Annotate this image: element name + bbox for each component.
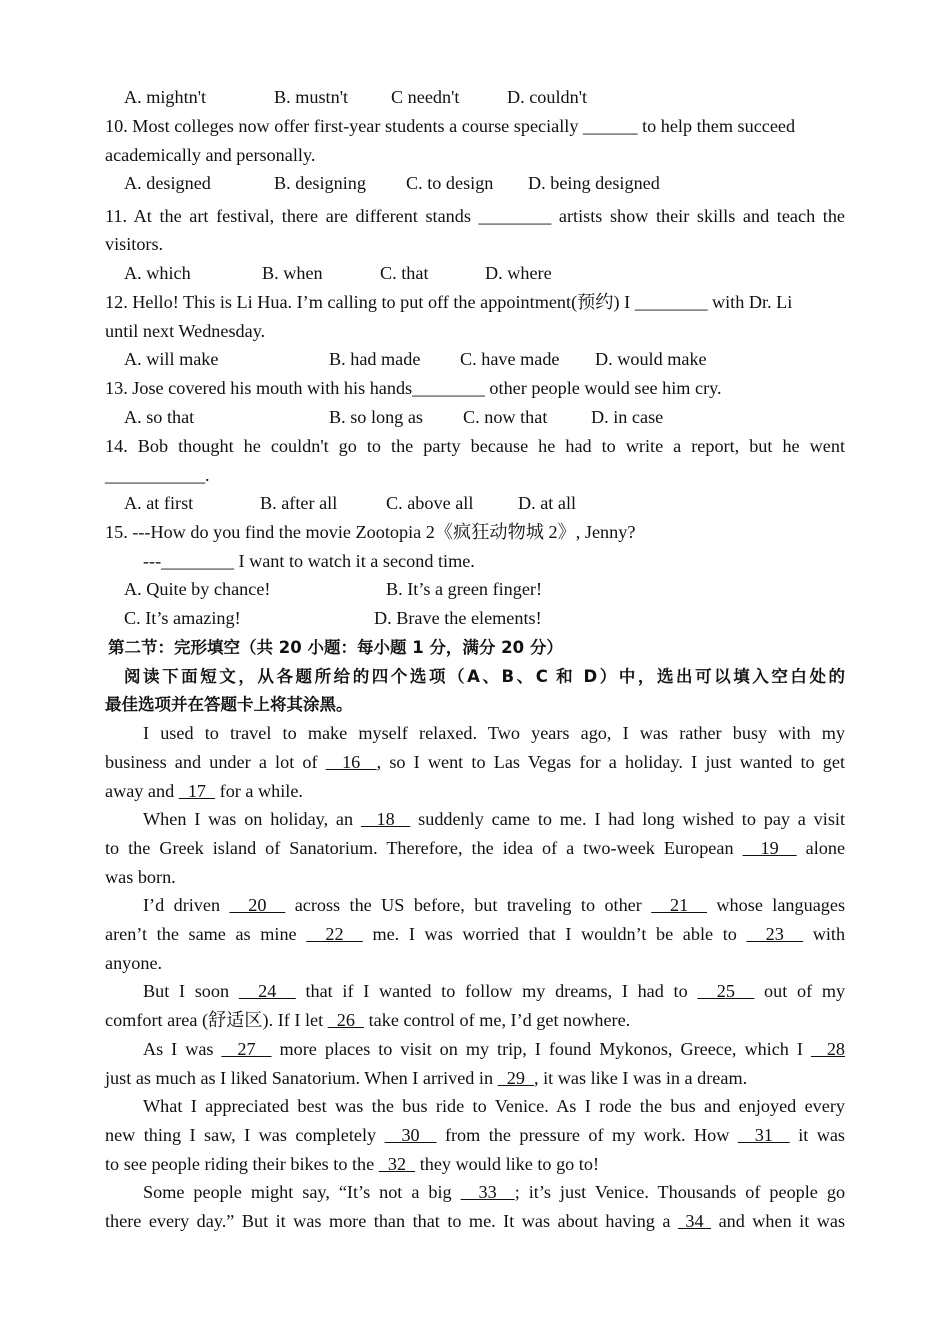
q12-option-a: A. will make: [124, 349, 219, 369]
passage-p1-line1: I used to travel to make myself relaxed. Two years ago, I was rather busy with my: [143, 723, 845, 743]
q13-option-b: B. so long as: [329, 407, 423, 427]
q11-stem-line1: 11. At the art festival, there are different stands ________ artists show their skills and teach the: [105, 206, 845, 226]
passage-p2-line3: was born.: [105, 867, 176, 887]
q10-option-d: D. being designed: [528, 173, 660, 193]
passage-p1-line2: business and under a lot of 16 , so I went to Las Vegas for a holiday. I just wanted to get: [105, 752, 846, 772]
q11-option-b: B. when: [262, 263, 323, 283]
blank-19: 19: [742, 838, 797, 858]
q10-option-a: A. designed: [124, 173, 211, 193]
q14-option-b: B. after all: [260, 493, 338, 513]
q11-stem-line2: visitors.: [105, 234, 164, 254]
q15-option-d: D. Brave the elements!: [374, 608, 542, 628]
q12-option-c: C. have made: [460, 349, 560, 369]
blank-17: 17: [178, 781, 216, 801]
q9-option-a: A. mightn't: [124, 87, 207, 107]
q13-option-d: D. in case: [591, 407, 664, 427]
passage-p4-line2: comfort area (舒适区). If I let 26 take control of me, I’d get nowhere.: [105, 1010, 631, 1030]
blank-26: 26: [327, 1010, 365, 1030]
q12-option-d: D. would make: [595, 349, 707, 369]
blank-24: 24: [238, 981, 296, 1001]
q15-option-a: A. Quite by chance!: [124, 579, 271, 599]
blank-31: 31: [737, 1125, 790, 1145]
passage-p3-line1: I’d driven 20 across the US before, but traveling to other 21 whose languages: [143, 895, 846, 915]
passage-p2-line2: to the Greek island of Sanatorium. Therefore, the idea of a two-week European 19 alone: [105, 838, 846, 858]
section2-instruction-line2: 最佳选项并在答题卡上将其涂黑。: [105, 695, 353, 714]
q13-stem-line1: 13. Jose covered his mouth with his hands________ other people would see him cry.: [105, 378, 722, 398]
blank-25: 25: [697, 981, 755, 1001]
passage-p5-line2: just as much as I liked Sanatorium. When I arrived in 29 , it was like I was in a dream.: [105, 1068, 748, 1088]
blank-34: 34: [677, 1211, 712, 1231]
q11-option-a: A. which: [124, 263, 191, 283]
q9-option-c: C needn't: [391, 87, 460, 107]
blank-33: 33: [460, 1182, 515, 1202]
q9-option-d: D. couldn't: [507, 87, 588, 107]
q15-stem-line1: 15. ---How do you find the movie Zootopia 2《疯狂动物城 2》, Jenny?: [105, 522, 636, 542]
q15-stem-line2: ---________ I want to watch it a second time.: [143, 551, 475, 571]
blank-18: 18: [360, 809, 411, 829]
q14-stem-line2: ___________.: [105, 465, 210, 485]
q15-option-c: C. It’s amazing!: [124, 608, 241, 628]
q10-stem-line2: academically and personally.: [105, 145, 316, 165]
passage-p2-line1: When I was on holiday, an 18 suddenly came to me. I had long wished to pay a visit: [143, 809, 846, 829]
passage-p7-line1: Some people might say, “It’s not a big 33 ; it’s just Venice. Thousands of people go: [143, 1182, 846, 1202]
passage-p5-line1: As I was 27 more places to visit on my trip, I found Mykonos, Greece, which I 28: [143, 1039, 846, 1059]
q10-stem-line1: 10. Most colleges now offer first-year students a course specially ______ to help them succeed: [105, 116, 796, 136]
q11-option-d: D. where: [485, 263, 552, 283]
q10-option-c: C. to design: [406, 173, 494, 193]
passage-p3-line2: aren’t the same as mine 22 me. I was worried that I wouldn’t be able to 23 with: [105, 924, 846, 944]
blank-20: 20: [229, 895, 286, 915]
q14-option-c: C. above all: [386, 493, 474, 513]
blank-21: 21: [651, 895, 708, 915]
q10-option-b: B. designing: [274, 173, 366, 193]
q13-option-a: A. so that: [124, 407, 195, 427]
q12-stem-line1: 12. Hello! This is Li Hua. I’m calling to put off the appointment(预约) I ________ with Dr. Li: [105, 292, 793, 312]
q11-option-c: C. that: [380, 263, 429, 283]
q14-option-a: A. at first: [124, 493, 194, 513]
blank-27: 27: [221, 1039, 272, 1059]
passage-p4-line1: But I soon 24 that if I wanted to follow my dreams, I had to 25 out of my: [143, 981, 846, 1001]
q14-stem-line1: 14. Bob thought he couldn't go to the party because he had to write a report, but he went: [105, 436, 845, 456]
q13-option-c: C. now that: [463, 407, 548, 427]
q9-option-b: B. mustn't: [274, 87, 349, 107]
blank-23: 23: [746, 924, 804, 944]
section2-title: 第二节：完形填空（共 20 小题：每小题 1 分，满分 20 分）: [108, 638, 563, 657]
blank-28: 28: [810, 1039, 846, 1059]
blank-30: 30: [384, 1125, 437, 1145]
blank-32: 32: [378, 1154, 416, 1174]
q12-stem-line2: until next Wednesday.: [105, 321, 266, 341]
passage-p6-line3: to see people riding their bikes to the 32 they would like to go to!: [105, 1154, 600, 1174]
passage-p3-line3: anyone.: [105, 953, 163, 973]
passage-p6-line1: What I appreciated best was the bus ride to Venice. As I rode the bus and enjoyed every: [143, 1096, 845, 1116]
blank-16: 16: [325, 752, 377, 772]
passage-p6-line2: new thing I saw, I was completely 30 from the pressure of my work. How 31 it was: [105, 1125, 846, 1145]
passage-p7-line2: there every day.” But it was more than that to me. It was about having a 34 and when it was: [105, 1211, 846, 1231]
section2-instruction-line1: 阅读下面短文，从各题所给的四个选项（A、B、C 和 D）中，选出可以填入空白处的: [124, 667, 845, 686]
q12-option-b: B. had made: [329, 349, 421, 369]
passage-p1-line3: away and 17 for a while.: [105, 781, 303, 801]
q14-option-d: D. at all: [518, 493, 577, 513]
blank-22: 22: [306, 924, 363, 944]
blank-29: 29: [497, 1068, 534, 1088]
q15-option-b: B. It’s a green finger!: [386, 579, 543, 599]
